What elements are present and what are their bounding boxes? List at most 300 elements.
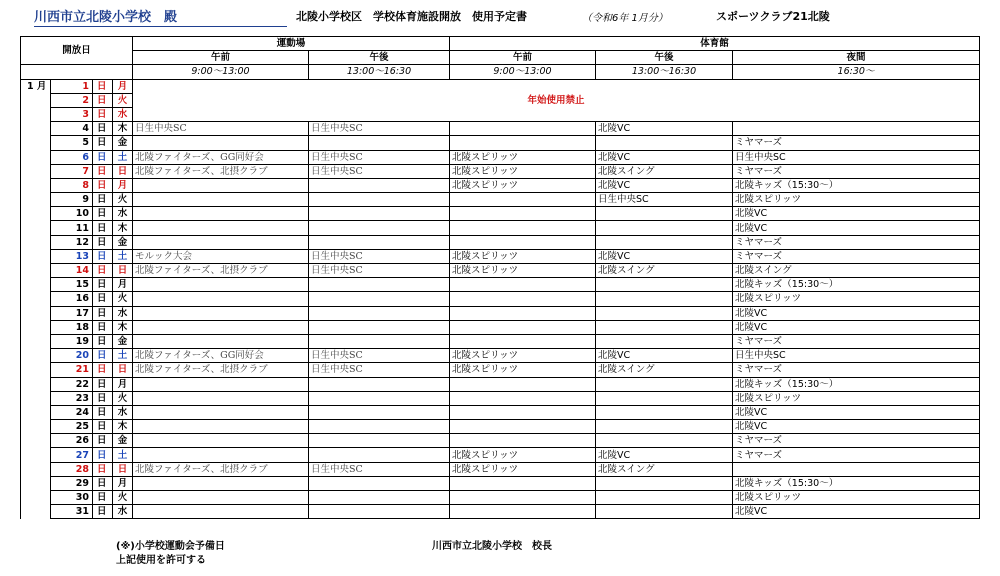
day-suffix: 日 bbox=[93, 349, 113, 363]
table-row bbox=[21, 476, 980, 490]
month-cell bbox=[21, 107, 51, 121]
gym-am-cell bbox=[450, 420, 596, 434]
ground-pm-cell bbox=[309, 292, 450, 306]
schedule-table bbox=[20, 36, 980, 519]
gym-am-cell bbox=[450, 505, 596, 519]
ground-pm-cell bbox=[309, 476, 450, 490]
weekday: 金 bbox=[113, 434, 133, 448]
gym-night-cell: ミヤマーズ bbox=[733, 164, 980, 178]
month-cell bbox=[21, 405, 51, 419]
ground-pm-cell: 日生中央SC bbox=[309, 462, 450, 476]
gym-night-cell bbox=[733, 462, 980, 476]
day-suffix: 日 bbox=[93, 235, 113, 249]
gym-am-cell: 北陵スピリッツ bbox=[450, 164, 596, 178]
table-row bbox=[21, 391, 980, 405]
table-row bbox=[21, 221, 980, 235]
ground-am-cell bbox=[133, 448, 309, 462]
ground-am-cell bbox=[133, 207, 309, 221]
ground-pm-cell: 日生中央SC bbox=[309, 363, 450, 377]
gym-night-cell: 北陵VC bbox=[733, 320, 980, 334]
weekday: 日 bbox=[113, 462, 133, 476]
gym-pm-cell: 北陵VC bbox=[596, 178, 733, 192]
ground-am-cell bbox=[133, 320, 309, 334]
table-row bbox=[21, 363, 980, 377]
month-cell bbox=[21, 363, 51, 377]
day-number: 29 bbox=[51, 476, 93, 490]
gym-night-cell: 北陵キッズ（15:30〜） bbox=[733, 377, 980, 391]
day-suffix: 日 bbox=[93, 363, 113, 377]
ground-am-cell bbox=[133, 434, 309, 448]
time-row-spacer bbox=[21, 65, 133, 79]
ground-pm-cell bbox=[309, 193, 450, 207]
gym-night-cell: 北陵VC bbox=[733, 221, 980, 235]
gym-night-cell: 北陵スイング bbox=[733, 264, 980, 278]
ground-am-header: 午前 bbox=[133, 51, 309, 65]
gym-pm-cell: 北陵VC bbox=[596, 150, 733, 164]
day-suffix: 日 bbox=[93, 207, 113, 221]
ground-pm-cell bbox=[309, 505, 450, 519]
schedule-body bbox=[21, 79, 980, 519]
period-label: （令和6年 1月分） bbox=[582, 13, 668, 24]
gym-pm-time: 13:00〜16:30 bbox=[596, 65, 733, 79]
ground-am-cell bbox=[133, 334, 309, 348]
gym-pm-cell bbox=[596, 306, 733, 320]
day-number: 13 bbox=[51, 249, 93, 263]
gym-night-cell: 北陵VC bbox=[733, 207, 980, 221]
month-cell bbox=[21, 122, 51, 136]
day-number: 28 bbox=[51, 462, 93, 476]
weekday: 木 bbox=[113, 420, 133, 434]
gym-pm-cell: 北陵VC bbox=[596, 122, 733, 136]
ground-am-cell: 北陵ファイターズ、北摂クラブ bbox=[133, 462, 309, 476]
footnote: (※)小学校運動会予備日 bbox=[116, 541, 225, 552]
weekday: 木 bbox=[113, 221, 133, 235]
ground-am-cell bbox=[133, 377, 309, 391]
gym-am-cell bbox=[450, 122, 596, 136]
gym-am-header: 午前 bbox=[450, 51, 596, 65]
ground-pm-cell: 日生中央SC bbox=[309, 249, 450, 263]
day-suffix: 日 bbox=[93, 505, 113, 519]
month-cell bbox=[21, 349, 51, 363]
day-number: 20 bbox=[51, 349, 93, 363]
month-cell bbox=[21, 136, 51, 150]
gym-am-cell bbox=[450, 207, 596, 221]
gym-night-cell: ミヤマーズ bbox=[733, 334, 980, 348]
gym-pm-cell bbox=[596, 391, 733, 405]
weekday: 土 bbox=[113, 349, 133, 363]
ground-pm-cell: 日生中央SC bbox=[309, 150, 450, 164]
gym-night-cell: 北陵スピリッツ bbox=[733, 193, 980, 207]
gym-pm-header: 午後 bbox=[596, 51, 733, 65]
weekday: 火 bbox=[113, 93, 133, 107]
ground-am-cell bbox=[133, 278, 309, 292]
ground-am-cell bbox=[133, 391, 309, 405]
month-cell bbox=[21, 320, 51, 334]
gym-night-cell: 北陵VC bbox=[733, 306, 980, 320]
weekday: 金 bbox=[113, 235, 133, 249]
day-suffix: 日 bbox=[93, 320, 113, 334]
weekday: 土 bbox=[113, 150, 133, 164]
gym-pm-cell: 北陵スイング bbox=[596, 164, 733, 178]
day-suffix: 日 bbox=[93, 164, 113, 178]
ground-am-cell: 北陵ファイターズ、GG同好会 bbox=[133, 150, 309, 164]
signatory: 川西市立北陵小学校 校長 bbox=[432, 541, 552, 552]
day-suffix: 日 bbox=[93, 448, 113, 462]
ground-pm-cell: 日生中央SC bbox=[309, 349, 450, 363]
month-cell bbox=[21, 292, 51, 306]
table-row bbox=[21, 491, 980, 505]
gym-night-cell: 北陵スピリッツ bbox=[733, 292, 980, 306]
day-number: 30 bbox=[51, 491, 93, 505]
ground-am-cell bbox=[133, 405, 309, 419]
ground-pm-cell bbox=[309, 377, 450, 391]
table-row bbox=[21, 136, 980, 150]
day-suffix: 日 bbox=[93, 405, 113, 419]
month-cell bbox=[21, 207, 51, 221]
weekday: 月 bbox=[113, 79, 133, 93]
gym-header: 体育館 bbox=[450, 37, 980, 51]
gym-am-cell bbox=[450, 377, 596, 391]
gym-am-cell bbox=[450, 278, 596, 292]
table-row bbox=[21, 405, 980, 419]
weekday: 月 bbox=[113, 278, 133, 292]
gym-am-cell bbox=[450, 292, 596, 306]
gym-night-cell: 北陵キッズ（15:30〜） bbox=[733, 178, 980, 192]
weekday: 火 bbox=[113, 292, 133, 306]
gym-pm-cell: 北陵スイング bbox=[596, 363, 733, 377]
month-cell bbox=[21, 377, 51, 391]
addressee-title: 川西市立北陵小学校 殿 bbox=[34, 6, 287, 27]
ground-am-cell bbox=[133, 306, 309, 320]
document-subtitle: 北陵小学校区 学校体育施設開放 使用予定書 bbox=[296, 10, 527, 23]
ground-am-cell: 北陵ファイターズ、北摂クラブ bbox=[133, 164, 309, 178]
ground-pm-cell bbox=[309, 491, 450, 505]
ground-pm-cell bbox=[309, 136, 450, 150]
day-number: 15 bbox=[51, 278, 93, 292]
gym-am-cell bbox=[450, 320, 596, 334]
table-row bbox=[21, 448, 980, 462]
day-suffix: 日 bbox=[93, 391, 113, 405]
table-row bbox=[21, 334, 980, 348]
ground-am-cell: 日生中央SC bbox=[133, 122, 309, 136]
month-cell bbox=[21, 249, 51, 263]
weekday: 木 bbox=[113, 320, 133, 334]
weekday: 日 bbox=[113, 264, 133, 278]
ground-pm-cell bbox=[309, 434, 450, 448]
permission-text: 上記使用を許可する bbox=[116, 555, 206, 566]
month-cell bbox=[21, 306, 51, 320]
gym-am-cell: 北陵スピリッツ bbox=[450, 249, 596, 263]
day-suffix: 日 bbox=[93, 249, 113, 263]
day-number: 19 bbox=[51, 334, 93, 348]
day-number: 5 bbox=[51, 136, 93, 150]
gym-pm-cell bbox=[596, 476, 733, 490]
ground-pm-cell bbox=[309, 391, 450, 405]
ground-pm-cell: 日生中央SC bbox=[309, 122, 450, 136]
month-cell bbox=[21, 334, 51, 348]
gym-night-cell: ミヤマーズ bbox=[733, 448, 980, 462]
day-suffix: 日 bbox=[93, 193, 113, 207]
weekday: 土 bbox=[113, 448, 133, 462]
gym-am-cell bbox=[450, 306, 596, 320]
month-cell bbox=[21, 476, 51, 490]
gym-am-cell bbox=[450, 221, 596, 235]
day-suffix: 日 bbox=[93, 79, 113, 93]
gym-pm-cell bbox=[596, 136, 733, 150]
gym-night-time: 16:30〜 bbox=[733, 65, 980, 79]
gym-pm-cell bbox=[596, 292, 733, 306]
table-row bbox=[21, 505, 980, 519]
weekday: 木 bbox=[113, 122, 133, 136]
gym-pm-cell: 北陵VC bbox=[596, 349, 733, 363]
month-cell bbox=[21, 491, 51, 505]
table-row bbox=[21, 278, 980, 292]
day-suffix: 日 bbox=[93, 178, 113, 192]
gym-pm-cell bbox=[596, 221, 733, 235]
ground-header: 運動場 bbox=[133, 37, 450, 51]
gym-am-cell bbox=[450, 434, 596, 448]
gym-pm-cell bbox=[596, 505, 733, 519]
month-cell bbox=[21, 420, 51, 434]
day-number: 8 bbox=[51, 178, 93, 192]
day-number: 31 bbox=[51, 505, 93, 519]
day-suffix: 日 bbox=[93, 107, 113, 121]
weekday: 月 bbox=[113, 178, 133, 192]
day-suffix: 日 bbox=[93, 491, 113, 505]
ground-am-cell bbox=[133, 505, 309, 519]
month-cell bbox=[21, 505, 51, 519]
ground-am-cell bbox=[133, 136, 309, 150]
gym-pm-cell: 北陵スイング bbox=[596, 462, 733, 476]
day-suffix: 日 bbox=[93, 136, 113, 150]
month-cell bbox=[21, 391, 51, 405]
gym-pm-cell bbox=[596, 405, 733, 419]
gym-night-cell: 北陵VC bbox=[733, 505, 980, 519]
gym-pm-cell bbox=[596, 207, 733, 221]
day-number: 24 bbox=[51, 405, 93, 419]
gym-night-cell: 日生中央SC bbox=[733, 349, 980, 363]
day-suffix: 日 bbox=[93, 377, 113, 391]
day-number: 3 bbox=[51, 107, 93, 121]
day-number: 17 bbox=[51, 306, 93, 320]
ground-am-cell bbox=[133, 221, 309, 235]
gym-pm-cell: 北陵スイング bbox=[596, 264, 733, 278]
ground-pm-cell bbox=[309, 278, 450, 292]
table-row bbox=[21, 320, 980, 334]
ground-pm-cell bbox=[309, 320, 450, 334]
gym-am-cell: 北陵スピリッツ bbox=[450, 264, 596, 278]
day-number: 6 bbox=[51, 150, 93, 164]
club-name: スポーツクラブ21北陵 bbox=[716, 10, 830, 23]
ground-am-cell: 北陵ファイターズ、北摂クラブ bbox=[133, 363, 309, 377]
day-suffix: 日 bbox=[93, 334, 113, 348]
month-cell bbox=[21, 193, 51, 207]
gym-am-cell bbox=[450, 491, 596, 505]
gym-night-cell: 北陵スピリッツ bbox=[733, 391, 980, 405]
ground-pm-cell: 日生中央SC bbox=[309, 264, 450, 278]
table-row bbox=[21, 164, 980, 178]
day-number: 27 bbox=[51, 448, 93, 462]
weekday: 日 bbox=[113, 363, 133, 377]
table-row bbox=[21, 79, 980, 93]
day-number: 4 bbox=[51, 122, 93, 136]
month-cell bbox=[21, 264, 51, 278]
gym-night-cell: 北陵キッズ（15:30〜） bbox=[733, 278, 980, 292]
weekday: 水 bbox=[113, 107, 133, 121]
table-row bbox=[21, 249, 980, 263]
ground-pm-cell: 日生中央SC bbox=[309, 164, 450, 178]
gym-pm-cell bbox=[596, 278, 733, 292]
day-suffix: 日 bbox=[93, 420, 113, 434]
ground-pm-cell bbox=[309, 207, 450, 221]
table-row bbox=[21, 306, 980, 320]
day-number: 26 bbox=[51, 434, 93, 448]
month-cell bbox=[21, 278, 51, 292]
table-row bbox=[21, 264, 980, 278]
gym-am-cell: 北陵スピリッツ bbox=[450, 363, 596, 377]
month-cell bbox=[21, 448, 51, 462]
month-cell bbox=[21, 150, 51, 164]
ground-am-cell bbox=[133, 178, 309, 192]
month-cell bbox=[21, 164, 51, 178]
day-number: 23 bbox=[51, 391, 93, 405]
ground-pm-cell bbox=[309, 420, 450, 434]
ground-pm-cell bbox=[309, 306, 450, 320]
gym-night-cell: 北陵VC bbox=[733, 405, 980, 419]
ground-am-cell bbox=[133, 193, 309, 207]
ground-pm-cell bbox=[309, 221, 450, 235]
month-cell: 1 月 bbox=[21, 79, 51, 93]
table-row bbox=[21, 434, 980, 448]
ground-pm-time: 13:00〜16:30 bbox=[309, 65, 450, 79]
day-number: 14 bbox=[51, 264, 93, 278]
gym-am-cell: 北陵スピリッツ bbox=[450, 150, 596, 164]
day-suffix: 日 bbox=[93, 278, 113, 292]
day-suffix: 日 bbox=[93, 476, 113, 490]
ground-am-cell bbox=[133, 235, 309, 249]
day-suffix: 日 bbox=[93, 93, 113, 107]
weekday: 水 bbox=[113, 505, 133, 519]
gym-am-cell bbox=[450, 476, 596, 490]
ground-pm-cell bbox=[309, 235, 450, 249]
day-number: 12 bbox=[51, 235, 93, 249]
day-suffix: 日 bbox=[93, 150, 113, 164]
gym-pm-cell: 北陵VC bbox=[596, 448, 733, 462]
ground-pm-cell bbox=[309, 405, 450, 419]
table-row bbox=[21, 122, 980, 136]
gym-night-cell: ミヤマーズ bbox=[733, 249, 980, 263]
ground-am-time: 9:00〜13:00 bbox=[133, 65, 309, 79]
month-cell bbox=[21, 235, 51, 249]
table-row bbox=[21, 377, 980, 391]
ground-am-cell: モルック大会 bbox=[133, 249, 309, 263]
ground-pm-cell bbox=[309, 334, 450, 348]
gym-night-header: 夜間 bbox=[733, 51, 980, 65]
day-suffix: 日 bbox=[93, 292, 113, 306]
month-cell bbox=[21, 434, 51, 448]
day-suffix: 日 bbox=[93, 434, 113, 448]
day-number: 25 bbox=[51, 420, 93, 434]
weekday: 火 bbox=[113, 391, 133, 405]
day-number: 18 bbox=[51, 320, 93, 334]
month-cell bbox=[21, 462, 51, 476]
gym-pm-cell: 日生中央SC bbox=[596, 193, 733, 207]
month-cell bbox=[21, 178, 51, 192]
day-number: 11 bbox=[51, 221, 93, 235]
table-row bbox=[21, 349, 980, 363]
table-row bbox=[21, 292, 980, 306]
day-number: 10 bbox=[51, 207, 93, 221]
closed-notice: 年始使用禁止 bbox=[133, 79, 980, 122]
day-suffix: 日 bbox=[93, 221, 113, 235]
ground-am-cell bbox=[133, 420, 309, 434]
gym-am-cell: 北陵スピリッツ bbox=[450, 349, 596, 363]
weekday: 金 bbox=[113, 334, 133, 348]
table-row bbox=[21, 150, 980, 164]
day-number: 21 bbox=[51, 363, 93, 377]
gym-am-cell bbox=[450, 193, 596, 207]
gym-am-cell bbox=[450, 405, 596, 419]
gym-pm-cell bbox=[596, 334, 733, 348]
table-row bbox=[21, 462, 980, 476]
ground-am-cell: 北陵ファイターズ、北摂クラブ bbox=[133, 264, 309, 278]
weekday: 金 bbox=[113, 136, 133, 150]
gym-am-cell bbox=[450, 235, 596, 249]
gym-night-cell: ミヤマーズ bbox=[733, 136, 980, 150]
ground-pm-header: 午後 bbox=[309, 51, 450, 65]
day-suffix: 日 bbox=[93, 306, 113, 320]
gym-am-cell bbox=[450, 334, 596, 348]
gym-pm-cell bbox=[596, 491, 733, 505]
gym-pm-cell bbox=[596, 377, 733, 391]
weekday: 水 bbox=[113, 207, 133, 221]
table-row bbox=[21, 235, 980, 249]
weekday: 土 bbox=[113, 249, 133, 263]
gym-am-time: 9:00〜13:00 bbox=[450, 65, 596, 79]
gym-am-cell: 北陵スピリッツ bbox=[450, 178, 596, 192]
gym-night-cell: 北陵キッズ（15:30〜） bbox=[733, 476, 980, 490]
table-row bbox=[21, 178, 980, 192]
gym-night-cell: ミヤマーズ bbox=[733, 363, 980, 377]
gym-pm-cell: 北陵VC bbox=[596, 249, 733, 263]
day-number: 7 bbox=[51, 164, 93, 178]
day-number: 22 bbox=[51, 377, 93, 391]
weekday: 月 bbox=[113, 476, 133, 490]
gym-pm-cell bbox=[596, 420, 733, 434]
ground-am-cell bbox=[133, 476, 309, 490]
open-day-header: 開放日 bbox=[21, 37, 133, 65]
gym-night-cell bbox=[733, 122, 980, 136]
gym-pm-cell bbox=[596, 320, 733, 334]
gym-pm-cell bbox=[596, 235, 733, 249]
day-number: 16 bbox=[51, 292, 93, 306]
day-number: 9 bbox=[51, 193, 93, 207]
month-cell bbox=[21, 93, 51, 107]
gym-night-cell: 北陵スピリッツ bbox=[733, 491, 980, 505]
day-suffix: 日 bbox=[93, 122, 113, 136]
table-row bbox=[21, 207, 980, 221]
weekday: 水 bbox=[113, 405, 133, 419]
gym-am-cell: 北陵スピリッツ bbox=[450, 448, 596, 462]
gym-pm-cell bbox=[596, 434, 733, 448]
ground-pm-cell bbox=[309, 448, 450, 462]
day-number: 1 bbox=[51, 79, 93, 93]
table-row bbox=[21, 193, 980, 207]
table-row bbox=[21, 420, 980, 434]
ground-am-cell bbox=[133, 292, 309, 306]
weekday: 火 bbox=[113, 193, 133, 207]
gym-night-cell: 日生中央SC bbox=[733, 150, 980, 164]
